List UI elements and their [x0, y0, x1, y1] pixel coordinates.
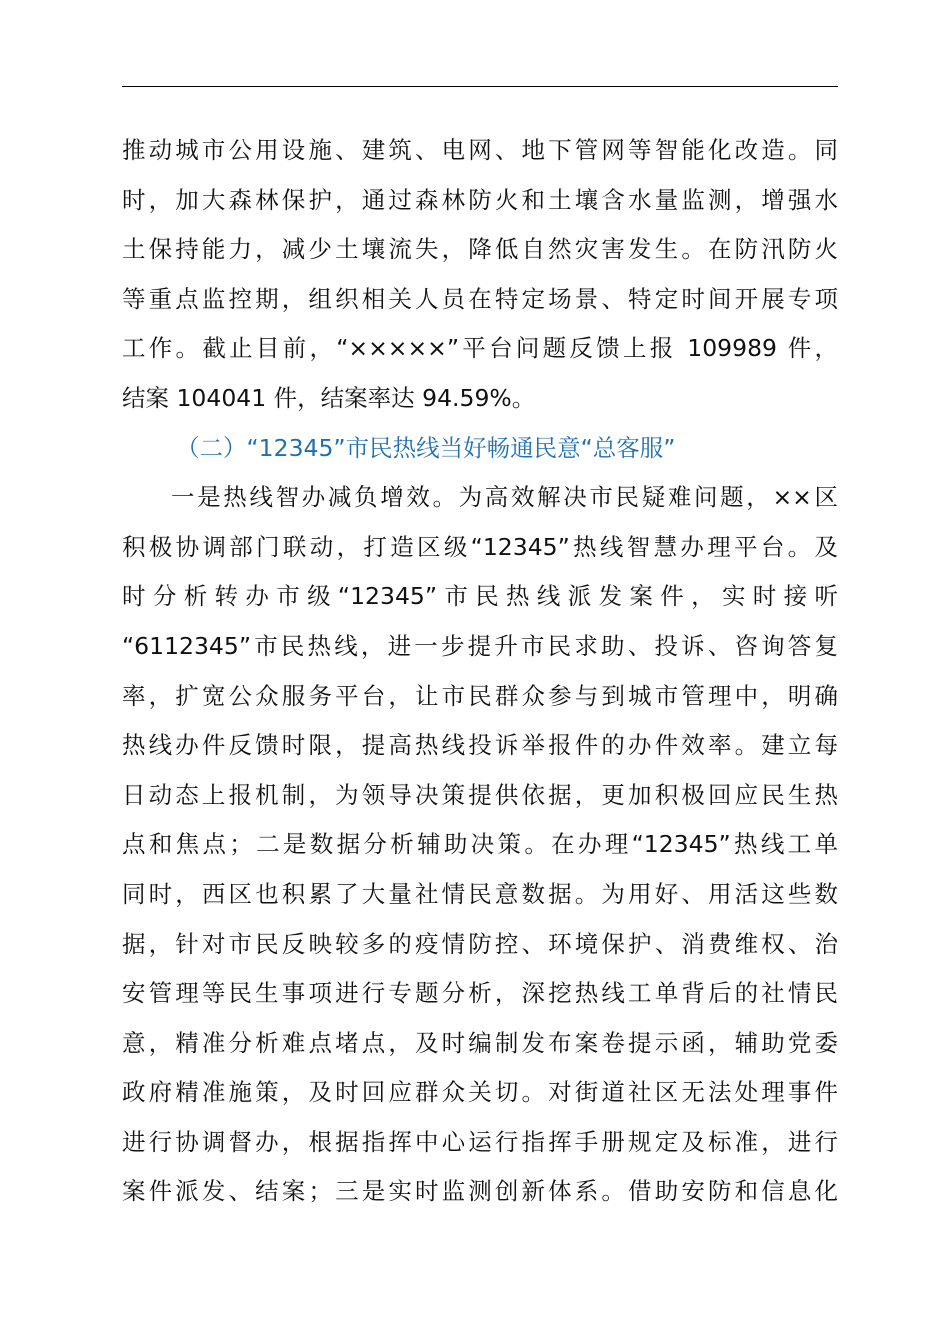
- paragraph-1-line: 推动城市公用设施、建筑、电网、地下管网等智能化改造。同: [122, 136, 838, 164]
- paragraph-2-line: 积极协调部门联动，打造区级“12345”热线智慧办理平台。及: [122, 532, 838, 561]
- paragraph-1-line: 时，加大森林保护，通过森林防火和土壤含水量监测，增强水: [122, 185, 838, 214]
- header-rule: [122, 86, 838, 87]
- paragraph-2-line: 政府精准施策，及时回应群众关切。对街道社区无法处理事件: [122, 1078, 838, 1107]
- paragraph-1-line: 等重点监控期，组织相关人员在特定场景、特定时间开展专项: [122, 284, 838, 313]
- paragraph-1: [122, 126, 838, 424]
- paragraph-2-line: “6112345”市民热线，进一步提升市民求助、投诉、咨询答复: [122, 631, 838, 660]
- paragraph-1-line: 结案 104041 件，结案率达 94.59%。: [122, 383, 536, 412]
- paragraph-2-line: 热线办件反馈时限，提高热线投诉举报件的办件效率。建立每: [122, 731, 838, 760]
- paragraph-1-line: 土保持能力，减少土壤流失，降低自然灾害发生。在防汛防火: [122, 235, 838, 264]
- section-heading: （二）“12345”市民热线当好畅通民意“总客服”: [176, 433, 676, 462]
- paragraph-2: [122, 473, 838, 1217]
- paragraph-2-line: 意，精准分析难点堵点，及时编制发布案卷提示函，辅助党委: [122, 1028, 838, 1057]
- paragraph-2-line: 案件派发、结案；三是实时监测创新体系。借助安防和信息化: [122, 1177, 838, 1206]
- paragraph-1-line: 工作。截止目前，“×××××”平台问题反馈上报 109989 件，: [122, 334, 838, 363]
- paragraph-2-line: 一是热线智办减负增效。为高效解决市民疑难问题，××区: [171, 483, 838, 512]
- paragraph-2-line: 同时，西区也积累了大量社情民意数据。为用好、用活这些数: [122, 879, 838, 908]
- document-body: [122, 126, 838, 1217]
- paragraph-2-line: 点和焦点；二是数据分析辅助决策。在办理“12345”热线工单: [122, 830, 838, 859]
- paragraph-2-line: 时分析转办市级“12345”市民热线派发案件，实时接听: [122, 582, 838, 611]
- paragraph-2-line: 日动态上报机制，为领导决策提供依据，更加积极回应民生热: [122, 780, 838, 809]
- paragraph-2-line: 安管理等民生事项进行专题分析，深挖热线工单背后的社情民: [122, 979, 838, 1008]
- paragraph-2-line: 率，扩宽公众服务平台，让市民群众参与到城市管理中，明确: [122, 681, 838, 710]
- paragraph-2-line: 进行协调督办，根据指挥中心运行指挥手册规定及标准，进行: [122, 1127, 838, 1156]
- paragraph-2-line: 据，针对市民反映较多的疫情防控、环境保护、消费维权、治: [122, 929, 838, 958]
